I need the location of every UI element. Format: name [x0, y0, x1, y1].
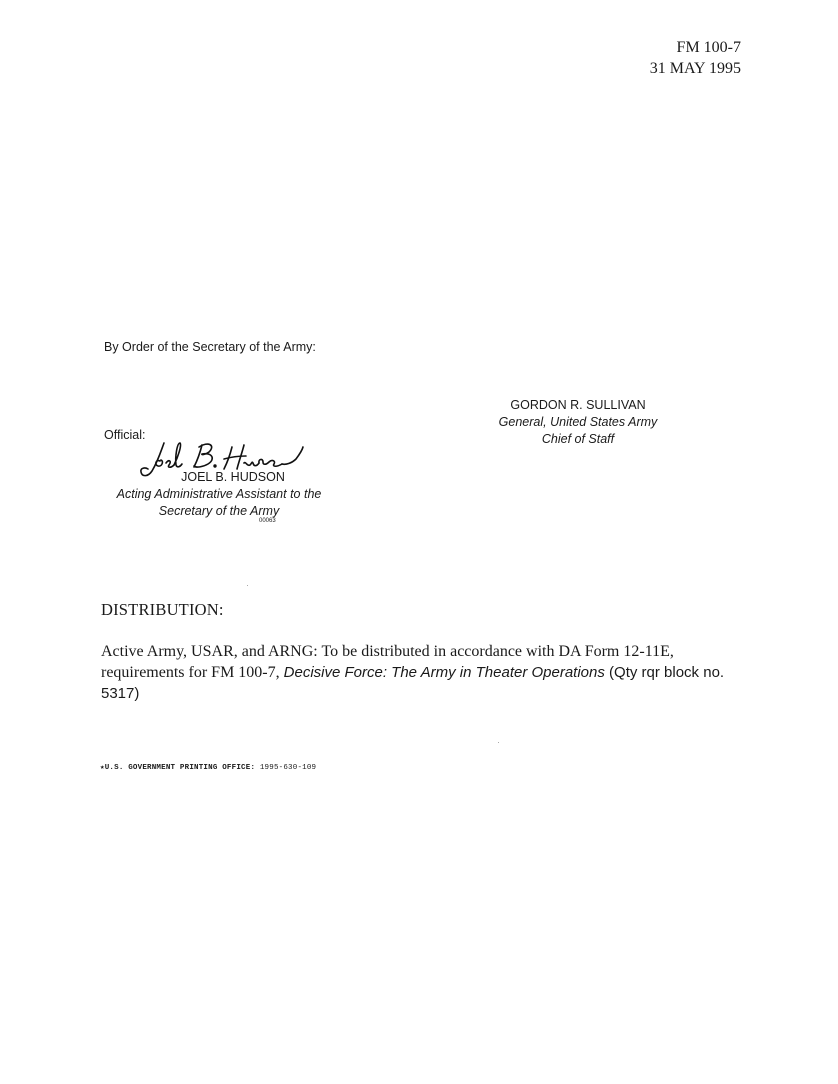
chief-of-staff-block: [470, 397, 686, 448]
by-order-line: By Order of the Secretary of the Army:: [104, 340, 316, 354]
distribution-text-part2: (Qty rqr block no. 5317): [101, 664, 725, 702]
chief-rank: General, United States Army: [498, 415, 658, 429]
distribution-text: [101, 641, 741, 704]
official-signatory-block: [104, 469, 334, 520]
official-title-line2: Secretary of the Army: [158, 504, 280, 518]
document-header: [650, 37, 741, 79]
official-label: Official:: [104, 428, 146, 442]
chief-title: Chief of Staff: [541, 432, 615, 446]
scan-speck: [247, 585, 248, 586]
printing-office-number: 1995-630-109: [259, 764, 317, 772]
publication-date: 31 MAY 1995: [649, 60, 741, 77]
printing-office-label: ★U.S. GOVERNMENT PRINTING OFFICE:: [100, 764, 256, 772]
distribution-heading: DISTRIBUTION:: [101, 600, 224, 619]
official-title-line1: Acting Administrative Assistant to the: [116, 487, 322, 501]
official-name: JOEL B. HUDSON: [181, 470, 285, 484]
distribution-publication-title: Decisive Force: The Army in Theater Operations: [283, 664, 605, 681]
distribution-text-part1: Active Army, USAR, and ARNG: To be distributed in accordance with DA Form 12-11E, requirements for FM 100-7,: [101, 643, 674, 681]
chief-name: GORDON R. SULLIVAN: [510, 398, 646, 412]
manual-number: FM 100-7: [676, 39, 741, 56]
document-code: 00063: [259, 518, 276, 524]
printing-office-line: [100, 762, 316, 772]
scan-speck: [498, 742, 499, 743]
